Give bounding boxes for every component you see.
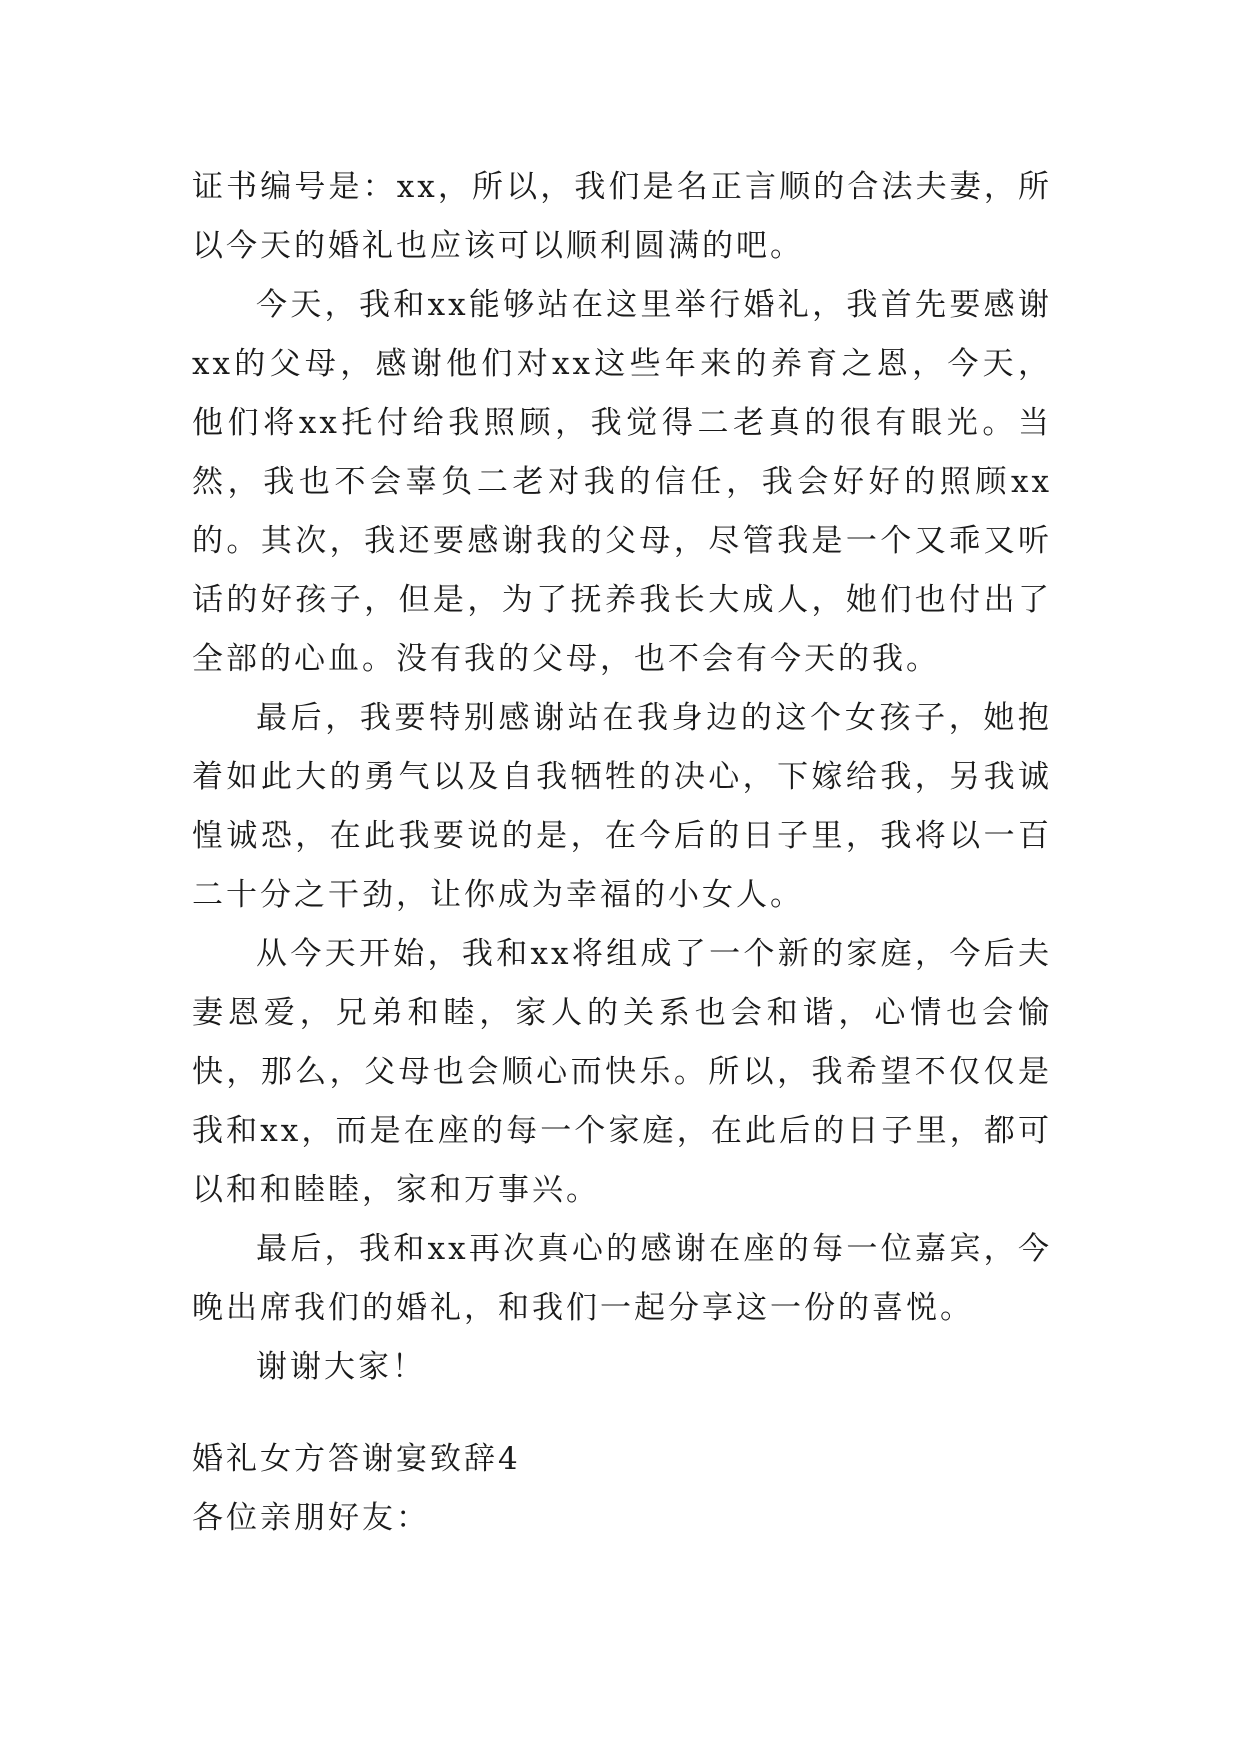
salutation: 各位亲朋好友： xyxy=(192,1500,430,1536)
paragraph-2: 今天，我和xx能够站在这里举行婚礼，我首先要感谢xx的父母，感谢他们对xx这些年来的养育之恩，今天，他们将xx托付给我照顾，我觉得二老真的很有眼光。当然，我也不会辜负二老对我的信任，我会好好的照顾xx的。其次，我还要感谢我的父母，尽管我是一个又乖又听话的好孩子，但是，为了抚养我长大成人，她们也付出了全部的心血。没有我的父母，也不会有今天的我。 xyxy=(192,287,1052,677)
next-section xyxy=(192,1430,1052,1548)
paragraph-3: 最后，我要特别感谢站在我身边的这个女孩子，她抱着如此大的勇气以及自我牺牲的决心，下嫁给我，另我诚惶诚恐，在此我要说的是，在今后的日子里，我将以一百二十分之干劲，让你成为幸福的小女人。 xyxy=(192,700,1052,913)
closing-line: 谢谢大家！ xyxy=(256,1349,426,1385)
section-title: 婚礼女方答谢宴致辞4 xyxy=(192,1441,521,1477)
paragraph-5: 最后，我和xx再次真心的感谢在座的每一位嘉宾，今晚出席我们的婚礼，和我们一起分享这一份的喜悦。 xyxy=(192,1231,1052,1326)
paragraph-4: 从今天开始，我和xx将组成了一个新的家庭，今后夫妻恩爱，兄弟和睦，家人的关系也会和谐，心情也会愉快，那么，父母也会顺心而快乐。所以，我希望不仅仅是我和xx，而是在座的每一个家庭，在此后的日子里，都可以和和睦睦，家和万事兴。 xyxy=(192,936,1052,1208)
paragraph-1: 证书编号是：xx，所以，我们是名正言顺的合法夫妻，所以今天的婚礼也应该可以顺利圆满的吧。 xyxy=(192,169,1052,264)
speech-body xyxy=(192,158,1052,1397)
